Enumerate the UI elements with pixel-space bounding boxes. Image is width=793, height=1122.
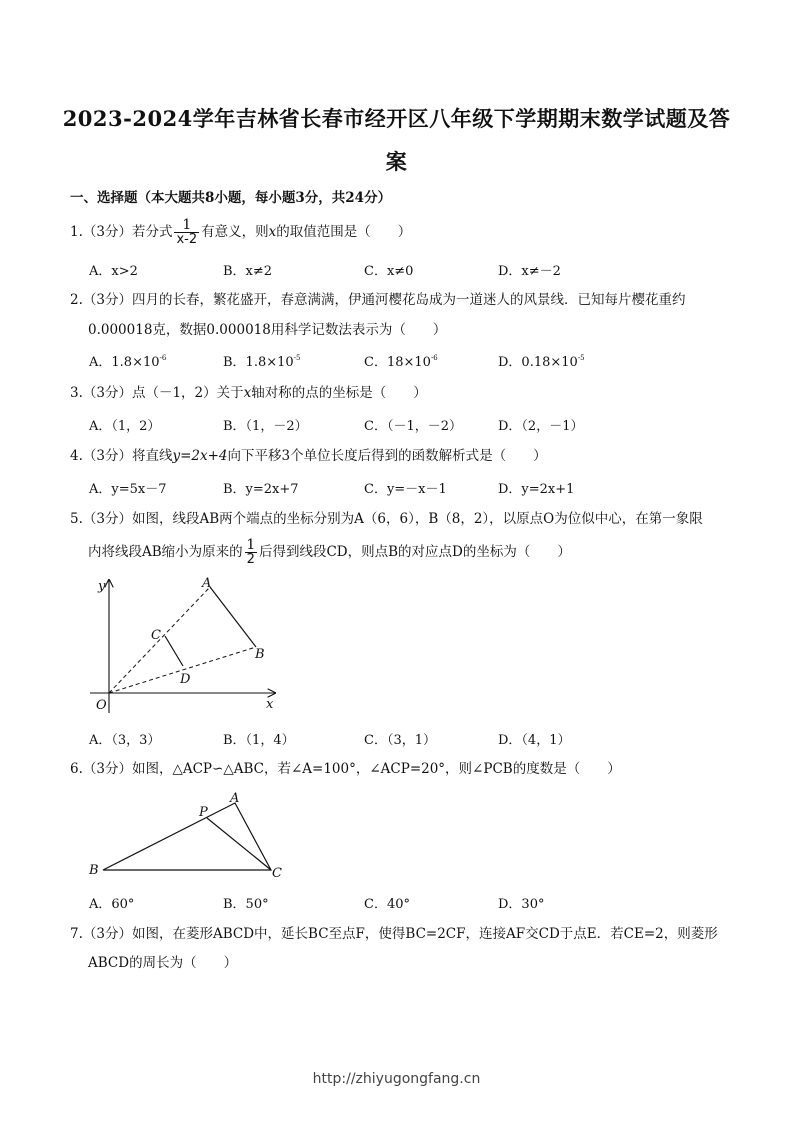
q3-option-d: D．（2，－1） — [498, 419, 584, 434]
q3-option-b: B．（1，－2） — [223, 419, 308, 434]
q4-text-b: 向下平移3个单位长度后得到的函数解析式是（ ） — [227, 448, 547, 464]
question-5-line1: 5.（3分）如图，线段AB两个端点的坐标分别为A（6，6），B（8，2），以原点O为位似中心，在第一象限 — [70, 511, 703, 527]
document-title-line2: 案 — [385, 149, 408, 174]
q5-fraction — [245, 538, 257, 567]
q4-option-a: A．y=5x－7 — [89, 482, 167, 497]
q1-frac-num: 1 — [182, 217, 192, 233]
q2-option-d — [498, 351, 585, 370]
label-d: D — [180, 672, 191, 687]
q4-text-a: 4.（3分）将直线 — [70, 448, 173, 464]
q1-var: x — [268, 224, 277, 240]
q6-option-d: D．30° — [498, 897, 545, 912]
label-a: A — [202, 576, 212, 591]
q6-option-c: C．40° — [364, 897, 410, 912]
label-b: B — [255, 647, 265, 662]
q2-option-a-text: A．1.8×10 — [89, 355, 160, 370]
q2-option-a-exp: -6 — [159, 354, 167, 362]
q1-option-b: B．x≠2 — [223, 264, 273, 279]
section-heading: 一、选择题（本大题共8小题，每小题3分，共24分） — [70, 190, 392, 206]
q2-option-b — [223, 351, 301, 370]
q5-option-c: C．（3，1） — [364, 733, 436, 748]
q4-option-c: C．y=－x－1 — [364, 482, 447, 497]
q3-option-a: A．（1，2） — [89, 419, 161, 434]
q1-option-a: A．x>2 — [89, 264, 138, 279]
footer-url: http://zhiyugongfang.cn — [312, 1071, 481, 1087]
q5-frac-num: 1 — [246, 537, 256, 553]
q1-option-c: C．x≠0 — [364, 264, 414, 279]
question-1 — [70, 218, 730, 247]
document-title-line1: 2023-2024学年吉林省长春市经开区八年级下学期期末数学试题及答 — [62, 106, 731, 131]
q1-frac-den: x-2 — [176, 232, 198, 247]
q2-option-b-exp: -5 — [293, 354, 301, 362]
question-5-line2 — [88, 538, 748, 567]
q6-option-b: B．50° — [223, 897, 269, 912]
segment-ab — [210, 587, 256, 647]
q3-text-b: 轴对称的点的坐标是（ ） — [251, 385, 427, 401]
question-7-line2: ABCD的周长为（ ） — [88, 955, 238, 971]
label-p: P — [199, 805, 208, 820]
question-3 — [70, 383, 730, 403]
q2-option-a — [89, 351, 166, 370]
q1-fraction — [174, 218, 199, 247]
q2-option-c — [364, 351, 438, 370]
q2-option-d-exp: -5 — [577, 354, 585, 362]
q6-figure — [85, 788, 295, 883]
question-6: 6.（3分）如图，△ACP∽△ABC，若∠A=100°，∠ACP=20°，则∠PCB的度数是（ ） — [70, 761, 621, 777]
label-a: A — [230, 791, 240, 806]
label-c: C — [272, 866, 282, 881]
q5-frac-den: 2 — [246, 552, 255, 567]
q2-option-b-text: B．1.8×10 — [223, 355, 294, 370]
q2-option-c-exp: -6 — [430, 354, 438, 362]
q3-var: x — [243, 385, 252, 401]
q3-text-a: 3.（3分）点（－1，2）关于 — [70, 385, 244, 401]
label-x: x — [266, 697, 274, 712]
question-2-line1: 2.（3分）四月的长春，繁花盛开，春意满满，伊通河樱花岛成为一道迷人的风景线．已知每片樱花重约 — [70, 292, 686, 308]
q3-option-c: C．（－1，－2） — [364, 419, 462, 434]
q5-option-b: B．（1，4） — [223, 733, 295, 748]
segment-cp — [207, 818, 271, 870]
label-y: y — [98, 579, 106, 594]
label-b: B — [89, 863, 99, 878]
segment-cd — [165, 636, 183, 666]
q5-option-d: D．（4，1） — [498, 733, 571, 748]
q1-text-b: 的取值范围是（ ） — [276, 224, 412, 240]
question-4 — [70, 446, 730, 466]
q4-option-b: B．y=2x+7 — [223, 482, 299, 497]
label-c: C — [151, 628, 161, 643]
q1-lead: 1.（3分）若分式 — [70, 224, 173, 240]
question-7-line1: 7.（3分）如图，在菱形ABCD中，延长BC至点F，使得BC=2CF，连接AF交CD于点E．若CE=2，则菱形 — [70, 926, 718, 942]
label-o: O — [96, 698, 107, 713]
q5-figure — [80, 570, 290, 720]
q5-line2-a: 内将线段AB缩小为原来的 — [88, 544, 243, 560]
q1-text-a: 有意义，则 — [201, 224, 269, 240]
question-2-line2: 0.000018克，数据0.000018用科学记数法表示为（ ） — [88, 322, 447, 338]
q4-option-d: D．y=2x+1 — [498, 482, 575, 497]
q2-option-c-text: C．18×10 — [364, 355, 431, 370]
q2-option-d-text: D．0.18×10 — [498, 355, 578, 370]
q6-option-a: A．60° — [89, 897, 135, 912]
q4-expr: y=2x+4 — [172, 448, 228, 464]
q5-option-a: A．（3，3） — [89, 733, 161, 748]
q1-option-d: D．x≠－2 — [498, 264, 561, 279]
triangle-abc — [103, 803, 271, 870]
q5-line2-b: 后得到线段CD，则点B的对应点D的坐标为（ ） — [258, 544, 571, 560]
